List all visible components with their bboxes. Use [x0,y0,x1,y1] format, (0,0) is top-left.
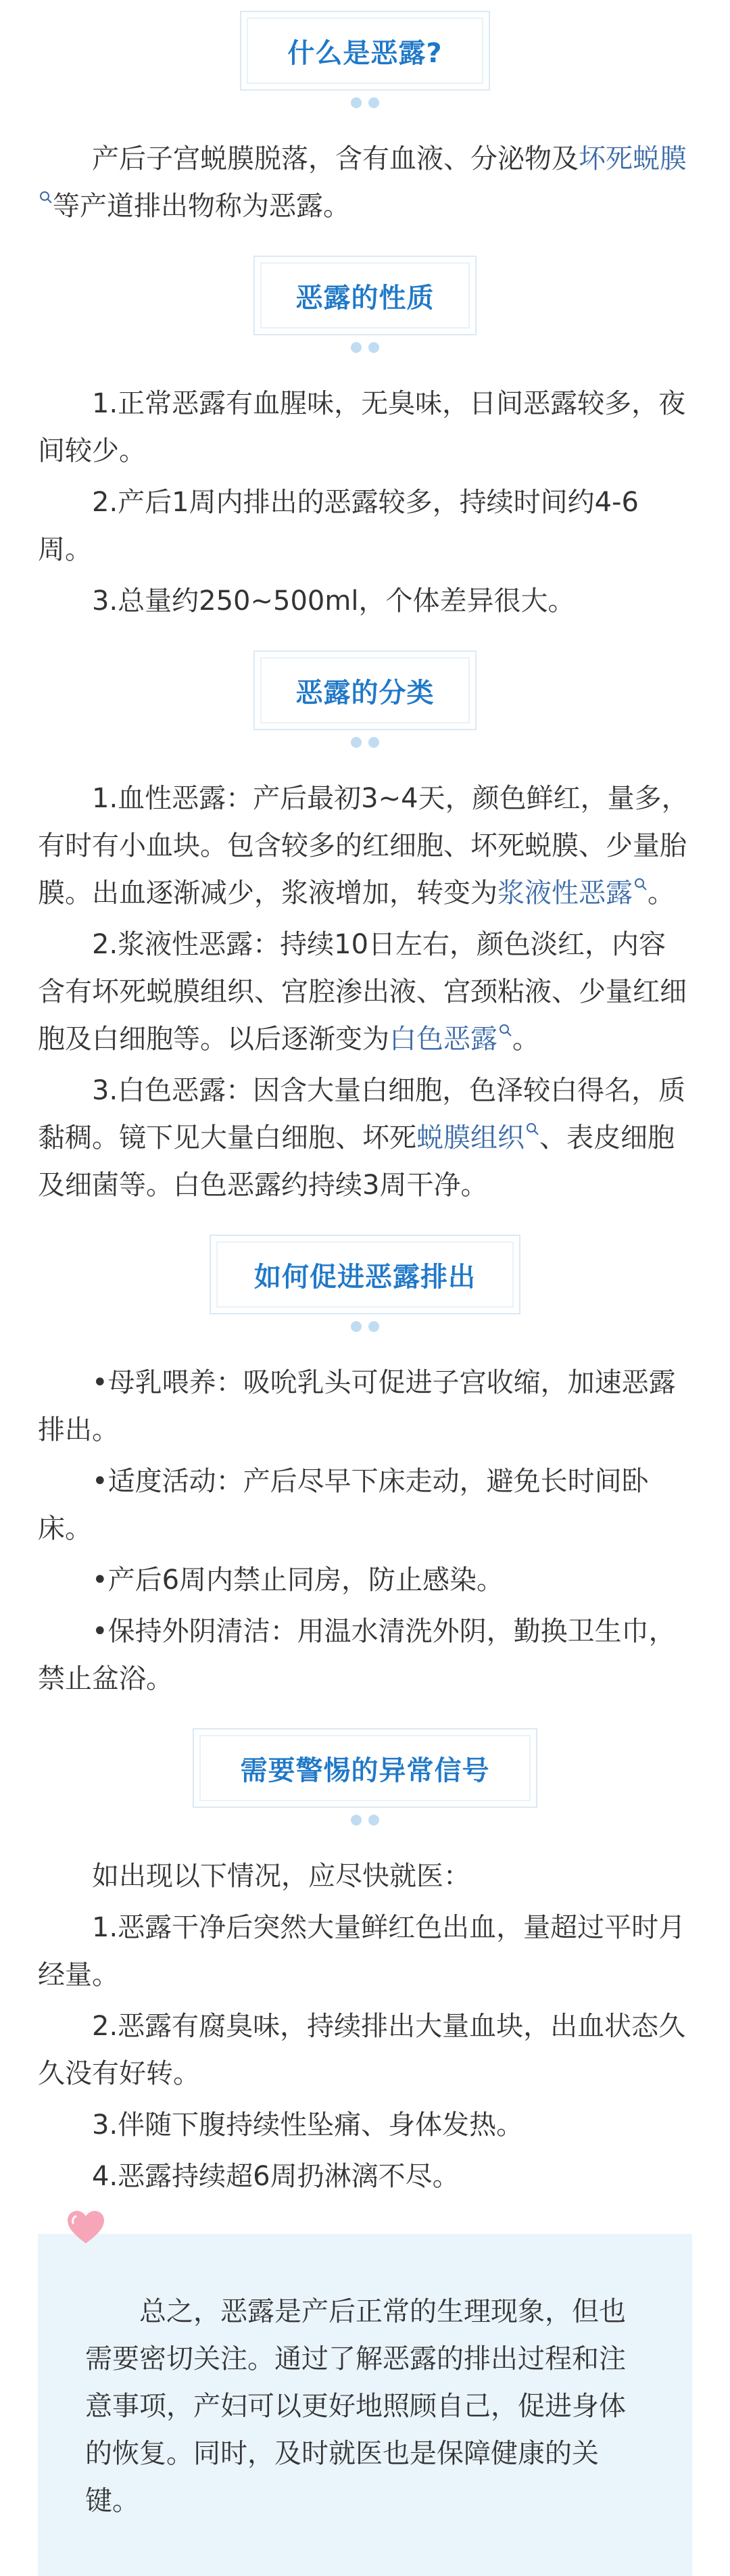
dot [351,97,362,108]
title-decoration-dots [351,342,379,353]
search-icon [526,1122,539,1137]
paragraph: 3.伴随下腹持续性坠痛、身体发热。 [92,2109,524,2141]
paragraph [38,135,692,230]
search-icon [39,191,53,206]
paragraph [38,921,692,1063]
paragraph: 3.总量约250~500ml，个体差异很大。 [92,586,575,617]
search-icon [634,878,648,892]
text: 1.血性恶露：产后最初3~4天，颜色鲜红，量多，有时有小血块。包含较多的红细胞、坏死蜕膜、少量胎膜。出血逐渐减少，浆液增加，转变为 [38,783,689,909]
section-title-nature [38,256,692,353]
dot [368,737,379,748]
paragraph: 2.恶露有腐臭味，持续排出大量血块，出血状态久久没有好转。 [38,2011,686,2089]
bullet-item: •母乳喂养：吸吮乳头可促进子宫收缩，加速恶露排出。 [38,1367,676,1446]
title-decoration-dots [351,1815,379,1826]
section-title-classification [38,650,692,748]
section-title-promote-discharge [38,1235,692,1332]
title-box [253,256,477,335]
summary-text: 总之，恶露是产后正常的生理现象，但也需要密切关注。通过了解恶露的排出过程和注意事项，产妇可以更好地照顾自己，促进身体的恢复。同时，及时就医也是保障健康的关键。 [85,2296,626,2517]
title-box [253,650,477,730]
spacer [38,625,692,640]
bullet-item: •适度活动：产后尽早下床走动，避免长时间卧床。 [38,1466,649,1544]
section-title-abnormal-signals [38,1728,692,1826]
bullet-item: •保持外阴清洁：用温水清洗外阴，勤换卫生巾，禁止盆浴。 [38,1616,676,1694]
dot [368,342,379,353]
paragraph: 1.正常恶露有血腥味，无臭味，日间恶露较多，夜间较少。 [38,388,686,467]
title-box [210,1235,520,1314]
text: 。 [512,1024,539,1055]
text: 等产道排出物称为恶露。 [53,191,350,222]
section-title-text: 恶露的分类 [295,677,435,709]
search-icon [499,1024,512,1039]
dot [351,737,362,748]
dot [368,1321,379,1332]
text: 、表皮细胞及细菌等。白色恶露约持续3周干净。 [38,1122,675,1201]
link-text[interactable]: 白色恶露 [389,1024,497,1055]
title-decoration-dots [351,737,379,748]
section-title-text: 恶露的性质 [295,282,435,314]
link-text[interactable]: 蜕膜组织 [416,1122,525,1153]
paragraph [38,1067,692,1209]
section-title-text: 如何促进恶露排出 [254,1261,476,1293]
text: 3.白色恶露：因含大量白细胞，色泽较白得名，质黏稠。镜下见大量白细胞、坏死 [38,1075,686,1153]
paragraph-intro: 如出现以下情况，应尽快就医： [92,1861,470,1892]
link-white-lochia[interactable] [389,1024,512,1055]
spacer [38,1209,692,1224]
title-box [240,11,490,91]
heart-icon [66,2210,105,2246]
spacer [38,1702,692,1717]
paragraph [38,775,692,917]
link-decidual-tissue[interactable] [416,1122,539,1153]
dot [351,1815,362,1826]
section-title-text: 需要警惕的异常信号 [240,1755,490,1786]
dot [368,1815,379,1826]
link-serous-lochia[interactable] [497,878,648,909]
link-text[interactable]: 浆液性恶露 [497,878,633,909]
paragraph: 4.恶露持续超6周扔淋漓不尽。 [92,2161,460,2192]
title-decoration-dots [351,97,379,108]
dot [351,342,362,353]
text: 产后子宫蜕膜脱落，含有血液、分泌物及 [92,143,579,174]
section-title-what-is-lochia [38,11,692,108]
article-page [0,11,730,2517]
title-decoration-dots [351,1321,379,1332]
dot [351,1321,362,1332]
text: 。 [648,878,675,909]
section-title-text: 什么是恶露? [287,37,443,69]
spacer [38,230,692,245]
paragraph: 2.产后1周内排出的恶露较多，持续时间约4-6周。 [38,487,639,565]
paragraph: 1.恶露干净后突然大量鲜红色出血，量超过平时月经量。 [38,1912,686,1990]
text: 2.浆液性恶露：持续10日左右，颜色淡红，内容含有坏死蜕膜组织、宫腔渗出液、宫颈粘液、少量红细胞及白细胞等。以后逐渐变为 [38,929,687,1055]
bullet-item: •产后6周内禁止同房，防止感染。 [92,1565,504,1596]
dot [368,97,379,108]
link-text[interactable]: 坏死蜕膜 [579,143,687,174]
title-box [193,1728,537,1808]
summary-card [38,2234,692,2576]
